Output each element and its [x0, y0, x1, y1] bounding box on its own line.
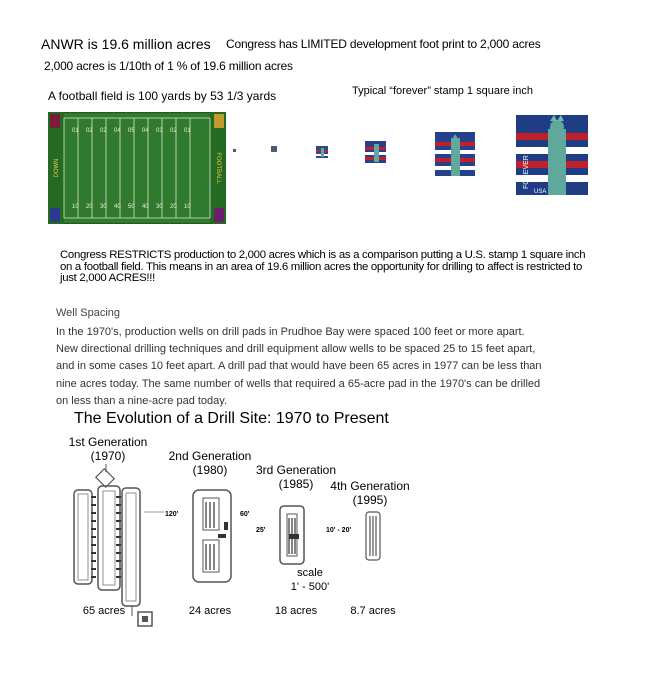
stamp-small	[316, 146, 328, 158]
well-spacing-paragraph	[56, 324, 626, 410]
stamp-tiny-1	[233, 149, 236, 152]
evolution-title: The Evolution of a Drill Site: 1970 to Present	[74, 410, 389, 427]
well-spacing-line: and in some cases 10 feet apart. A drill pad that would have been 65 acres in 1977 can be less than	[56, 360, 542, 373]
statue-of-liberty-icon	[548, 129, 566, 195]
stamp-tiny-2	[271, 146, 277, 152]
gen1-year: (1970)	[90, 449, 126, 463]
gen3-year: (1985)	[278, 477, 314, 491]
field-top-number: 01	[72, 128, 79, 134]
field-bottom-number: 40	[142, 204, 149, 210]
well-spacing-line: nine acres today. The same number of wells that required a 65-acre pad in the 1970's can be drilled	[56, 377, 541, 390]
gen2-acres: 24 acres	[188, 605, 232, 617]
anwr-size-text: ANWR is 19.6 million acres	[41, 36, 211, 52]
helmet-icon	[50, 208, 60, 222]
field-top-number: 02	[86, 128, 93, 134]
stamp-size-text: Typical “forever” stamp 1 square inch	[352, 85, 533, 97]
restriction-line: on a football field. This means in an area of 19.6 million acres the opportunity for drilling to affect is restricted to	[60, 260, 583, 273]
left-endzone-text: DOWN	[54, 158, 60, 178]
gen4-spacing: 10' - 20'	[326, 527, 352, 534]
right-endzone-text: FOOTBALL	[215, 152, 221, 184]
helmet-icon	[214, 208, 224, 222]
gen2-pad	[193, 490, 231, 582]
helmet-icon	[50, 114, 60, 128]
well-spacing-line: on less than a nine-acre pad today.	[56, 394, 228, 407]
gen4-name: 4th Generation	[330, 479, 410, 493]
field-bottom-number: 50	[128, 204, 135, 210]
field-top-number: 03	[156, 128, 163, 134]
field-top-number: 02	[100, 128, 107, 134]
field-bottom-number: 30	[156, 204, 163, 210]
gen3-pad	[280, 506, 304, 564]
forever-stamp-image	[514, 113, 590, 197]
well-spacing-line: New directional drilling techniques and drill equipment allow wells to be spaced 25 to 15 feet apart,	[56, 343, 536, 356]
gen4-pad	[366, 512, 380, 560]
gen1-spacing: 120'	[165, 511, 179, 518]
gen1-name: 1st Generation	[68, 435, 148, 449]
stamp-usa-text: USA	[534, 189, 547, 195]
stamp-medium	[365, 141, 386, 163]
scale-value: 1' - 500'	[290, 581, 330, 593]
drill-site-evolution-diagram	[60, 430, 480, 650]
field-bottom-number: 20	[86, 204, 93, 210]
scale-label: scale	[297, 567, 323, 579]
field-top-number: 04	[142, 128, 149, 134]
field-top-number: 05	[128, 128, 135, 134]
gen4-acres: 8.7 acres	[350, 605, 396, 617]
field-top-number: 04	[114, 128, 121, 134]
stamp-large	[435, 132, 475, 176]
fraction-text: 2,000 acres is 1/10th of 1 % of 19.6 million acres	[44, 59, 293, 73]
gen2-spacing: 60'	[240, 511, 250, 518]
gen3-name: 3rd Generation	[255, 463, 337, 477]
field-bottom-number: 10	[72, 204, 79, 210]
restriction-line: Congress RESTRICTS production to 2,000 acres which is as a comparison putting a U.S. stamp 1 square inch	[60, 249, 586, 261]
football-field-size-text: A football field is 100 yards by 53 1/3 yards	[48, 89, 277, 103]
field-bottom-number: 30	[100, 204, 107, 210]
congress-limit-text: Congress has LIMITED development foot print to 2,000 acres	[226, 37, 541, 51]
gen1-acres: 65 acres	[82, 605, 126, 617]
football-field-image	[48, 112, 226, 224]
field-bottom-number: 20	[170, 204, 177, 210]
gen1-access-pad	[96, 469, 114, 487]
restriction-paragraph	[60, 250, 620, 285]
well-spacing-heading: Well Spacing	[56, 307, 120, 319]
field-top-number: 02	[170, 128, 177, 134]
gen3-spacing: 25'	[256, 527, 266, 534]
gen2-name: 2nd Generation	[168, 449, 252, 463]
helmet-icon	[214, 114, 224, 128]
field-top-number: 01	[184, 128, 191, 134]
field-bottom-number: 10	[184, 204, 191, 210]
gen2-year: (1980)	[192, 463, 228, 477]
gen4-year: (1995)	[352, 493, 388, 507]
well-spacing-line: In the 1970's, production wells on drill pads in Prudhoe Bay were spaced 100 feet or more apart.	[56, 326, 525, 338]
field-bottom-number: 40	[114, 204, 121, 210]
stamp-forever-text: FOREVER	[523, 155, 530, 189]
gen3-acres: 18 acres	[274, 605, 318, 617]
restriction-line: just 2,000 ACRES!!!	[60, 272, 155, 284]
